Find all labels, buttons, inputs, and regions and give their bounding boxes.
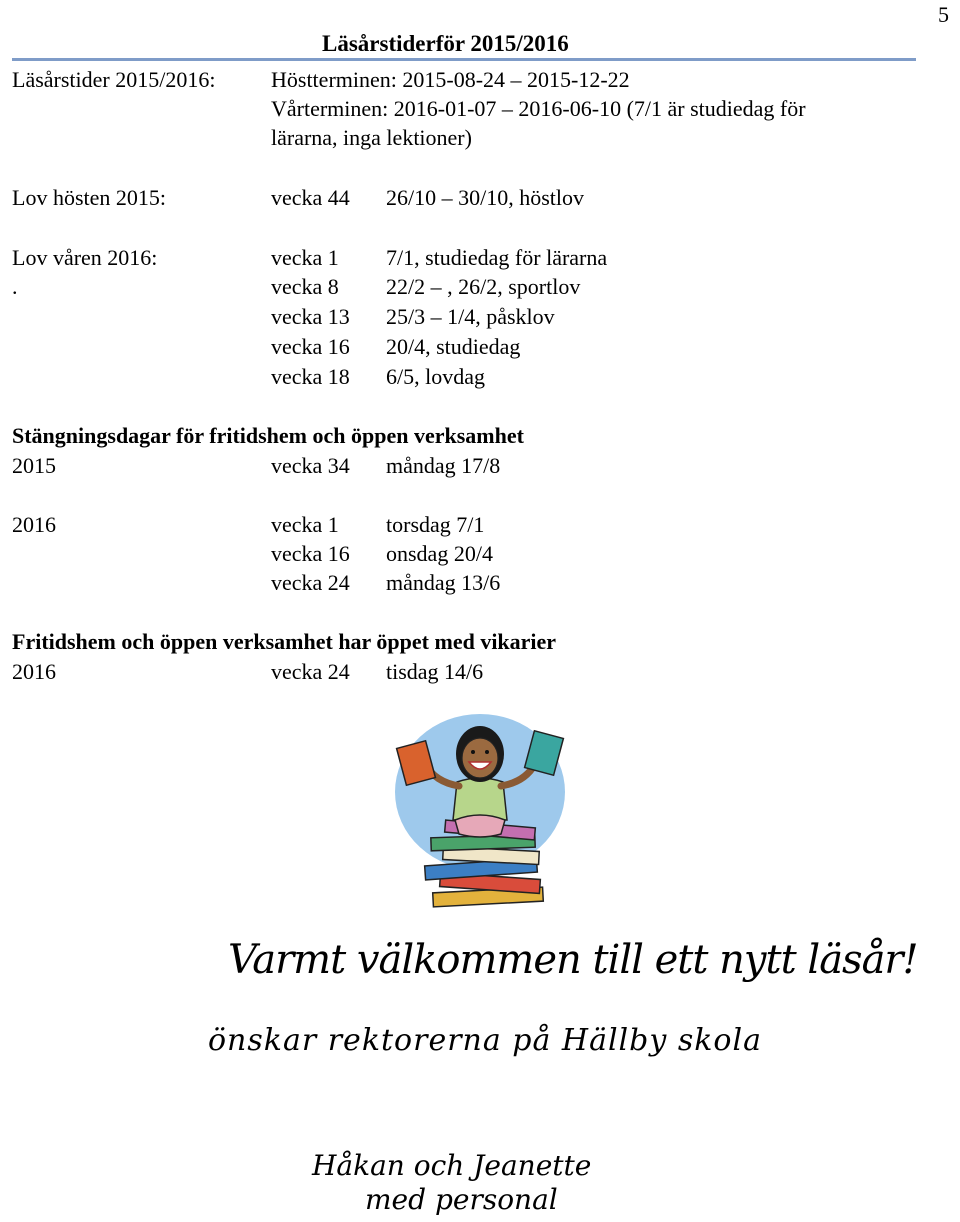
spring-break-desc: 20/4, studiedag	[386, 334, 521, 359]
page-number: 5	[938, 2, 949, 27]
spring-break-week: vecka 18	[271, 364, 350, 389]
reading-woman-clipart	[395, 712, 570, 917]
closing-desc: torsdag 7/1	[386, 512, 485, 537]
open-desc: tisdag 14/6	[386, 659, 484, 684]
title-underline	[12, 58, 916, 61]
open-days-heading: Fritidshem och öppen verksamhet har öppet med vikarier	[12, 629, 557, 654]
closing-desc: måndag 17/8	[386, 453, 501, 478]
spring-break-desc: 7/1, studiedag för lärarna	[386, 245, 608, 270]
open-week: vecka 24	[271, 659, 350, 684]
stray-dot: .	[12, 274, 18, 299]
term-dates-label: Läsårstider 2015/2016:	[12, 67, 216, 92]
spring-term: Vårterminen: 2016-01-07 – 2016-06-10 (7/1 är studiedag för	[271, 96, 806, 121]
closing-year-2016: 2016	[12, 512, 56, 537]
spring-break-week: vecka 1	[271, 245, 339, 270]
closing-desc: onsdag 20/4	[386, 541, 493, 566]
closing-desc: måndag 13/6	[386, 570, 501, 595]
signature-staff: med personal	[365, 1183, 558, 1216]
wish-line: önskar rektorerna på Hällby skola	[208, 1023, 762, 1058]
closing-days-heading: Stängningsdagar för fritidshem och öppen verksamhet	[12, 423, 524, 448]
spring-break-label: Lov våren 2016:	[12, 245, 158, 270]
spring-break-desc: 22/2 – , 26/2, sportlov	[386, 274, 581, 299]
closing-week: vecka 34	[271, 453, 350, 478]
closing-year-2015: 2015	[12, 453, 56, 478]
closing-week: vecka 24	[271, 570, 350, 595]
welcome-message: Varmt välkommen till ett nytt läsår!	[228, 937, 918, 983]
spring-term-note: lärarna, inga lektioner)	[271, 125, 472, 150]
signature-names: Håkan och Jeanette	[312, 1149, 592, 1182]
spring-break-week: vecka 16	[271, 334, 350, 359]
autumn-break-week: vecka 44	[271, 185, 350, 210]
open-year: 2016	[12, 659, 56, 684]
autumn-break-desc: 26/10 – 30/10, höstlov	[386, 185, 585, 210]
closing-week: vecka 16	[271, 541, 350, 566]
closing-week: vecka 1	[271, 512, 339, 537]
spring-break-week: vecka 8	[271, 274, 339, 299]
autumn-term: Höstterminen: 2015-08-24 – 2015-12-22	[271, 67, 630, 92]
spring-break-week: vecka 13	[271, 304, 350, 329]
autumn-break-label: Lov hösten 2015:	[12, 185, 166, 210]
page-title: Läsårstiderför 2015/2016	[322, 31, 569, 56]
spring-break-desc: 6/5, lovdag	[386, 364, 485, 389]
spring-break-desc: 25/3 – 1/4, påsklov	[386, 304, 555, 329]
